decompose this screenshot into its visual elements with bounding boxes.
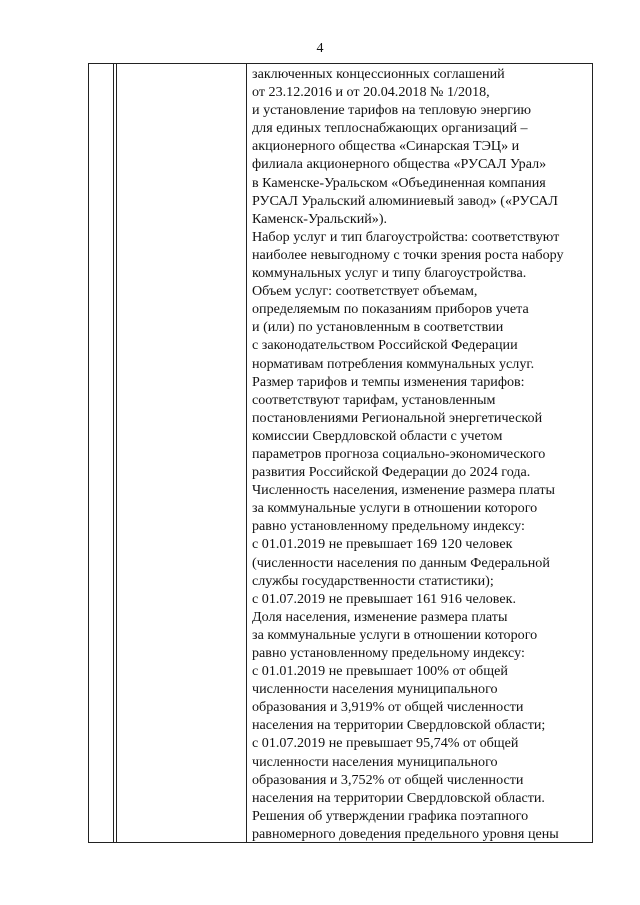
text-line: равно установленному предельному индексу: [252, 518, 525, 535]
text-line: акционерного общества «Синарская ТЭЦ» и [252, 138, 520, 155]
text-line: Объем услуг: соответствует объемам, [252, 283, 478, 300]
text-line: численности населения муниципального [252, 681, 498, 698]
text-line: Решения об утверждении графика поэтапного [252, 807, 529, 824]
text-line: численности населения муниципального [252, 753, 498, 770]
text-line: образования и 3,919% от общей численности [252, 699, 524, 716]
text-line: с 01.01.2019 не превышает 169 120 человек [252, 536, 513, 553]
text-line: с 01.01.2019 не превышает 100% от общей [252, 663, 508, 680]
text-line: населения на территории Свердловской области. [252, 789, 545, 806]
text-line: с 01.07.2019 не превышает 95,74% от общей [252, 735, 519, 752]
text-line: Размер тарифов и темпы изменения тарифов: [252, 373, 525, 390]
text-line: наиболее невыгодному с точки зрения роста набору [252, 246, 564, 263]
text-line: Набор услуг и тип благоустройства: соответствуют [252, 228, 560, 245]
column-divider [246, 64, 247, 842]
text-line: и установление тарифов на тепловую энергию [252, 102, 532, 119]
text-line: в Каменске-Уральском «Объединенная компания [252, 174, 546, 191]
text-line: определяемым по показаниям приборов учета [252, 301, 529, 318]
text-line: развития Российской Федерации до 2024 года. [252, 464, 531, 481]
text-line: с законодательством Российской Федерации [252, 337, 518, 354]
text-line: параметров прогноза социально-экономического [252, 445, 546, 462]
text-line: за коммунальные услуги в отношении которого [252, 500, 538, 517]
text-line: постановлениями Региональной энергетической [252, 409, 543, 426]
text-line: нормативам потребления коммунальных услуг. [252, 355, 535, 372]
text-line: филиала акционерного общества «РУСАЛ Урал» [252, 156, 547, 173]
text-line: РУСАЛ Уральский алюминиевый завод» («РУСАЛ [252, 192, 558, 209]
column-divider [116, 64, 117, 842]
text-line: службы государственности статистики); [252, 572, 494, 589]
text-line: от 23.12.2016 и от 20.04.2018 № 1/2018, [252, 84, 490, 101]
text-line: комиссии Свердловской области с учетом [252, 427, 503, 444]
text-line: (численности населения по данным Федеральной [252, 554, 550, 571]
text-line: и (или) по установленным в соответствии [252, 319, 504, 336]
text-line: за коммунальные услуги в отношении которого [252, 626, 538, 643]
table-text-cell [252, 65, 592, 843]
text-line: Каменск-Уральский»). [252, 210, 388, 227]
text-line: для единых теплоснабжающих организаций – [252, 120, 528, 137]
column-divider [113, 64, 114, 842]
document-table [88, 63, 593, 843]
text-line: Численность населения, изменение размера платы [252, 482, 555, 499]
text-line: Доля населения, изменение размера платы [252, 608, 508, 625]
text-line: соответствуют тарифам, установленным [252, 391, 496, 408]
text-line: населения на территории Свердловской области; [252, 717, 546, 734]
text-line: с 01.07.2019 не превышает 161 916 человек. [252, 590, 517, 607]
text-line: заключенных концессионных соглашений [252, 66, 505, 82]
text-line: коммунальных услуг и типу благоустройства. [252, 265, 527, 282]
text-line: равномерного доведения предельного уровня цены [252, 825, 559, 842]
text-line: образования и 3,752% от общей численности [252, 771, 524, 788]
text-line: равно установленному предельному индексу: [252, 645, 525, 661]
page-number: 4 [316, 41, 324, 56]
